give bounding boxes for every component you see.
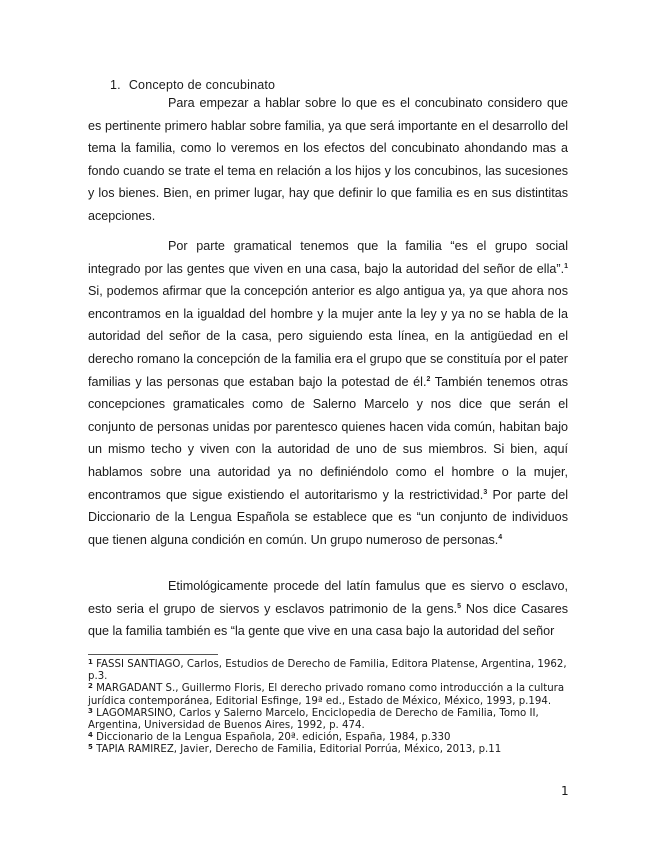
footnote-text: TAPIA RAMIREZ, Javier, Derecho de Familia, Editorial Porrúa, México, 2013, p.11 <box>96 744 502 756</box>
footnote-ref: 5 <box>457 602 462 610</box>
footnote-text: MARGADANT S., Guillermo Floris, El derecho privado romano como introducción a la cultura jurídica contemporánea, Editorial Esfinge, 19ª ed., Estado de México, México, 1993, p.194. <box>88 683 565 707</box>
footnote-marker: 2 <box>88 682 93 691</box>
footnote-divider <box>88 654 218 655</box>
footnote-marker: 1 <box>88 658 93 666</box>
footnote-2 <box>88 683 576 707</box>
footnote-5 <box>88 744 576 756</box>
section-title: Concepto de concubinato <box>128 78 276 92</box>
footnote-text: LAGOMARSINO, Carlos y Salerno Marcelo, Enciclopedia de Derecho de Familia, Tomo II, Argentina, Universidad de Buenos Aires, 1992, p. 474. <box>88 707 539 732</box>
footnote-3 <box>88 708 576 732</box>
section-heading <box>110 78 275 92</box>
page-number: 1 <box>561 784 569 798</box>
paragraph-text: Para empezar a hablar sobre lo que es el concubinato considero que es pertinente primero hablar sobre familia, ya que será importante en el desarrollo del tema la familia, como lo veremos en los efectos del concubinato ahondando mas a fondo cuando se trate el tema en relación a los hijos y los concubinos, las sucesiones y los bienes. Bien, en primer lugar, hay que definir lo que familia es en sus distintitas acepciones. <box>88 96 568 223</box>
footnote-1 <box>88 659 576 683</box>
body-paragraph-3 <box>88 575 568 643</box>
footnote-ref: 2 <box>426 375 431 383</box>
paragraph-text: Etimológicamente procede del latín famulus que es siervo o esclavo, esto seria el grupo de siervos y esclavos patrimonio de la gens. <box>88 579 568 616</box>
paragraph-text: Por parte gramatical tenemos que la familia “es el grupo social integrado por las gentes que viven en una casa, bajo la autoridad del señor de ella”. <box>88 239 568 276</box>
paragraph <box>88 575 568 643</box>
footnote-marker: 4 <box>88 731 93 740</box>
footnote-ref: 3 <box>483 488 488 496</box>
section-number: 1. <box>110 78 121 92</box>
footnote-ref: 1 <box>564 262 568 270</box>
paragraph <box>88 235 568 551</box>
footnote-ref: 4 <box>498 533 503 541</box>
body-paragraph-2 <box>88 235 568 551</box>
paragraph-text: También tenemos otras concepciones gramaticales como de Salerno Marcelo y nos dice que serán el conjunto de personas unidas por parentesco quienes hacen vida común, habitan bajo un mismo techo y viven con la autoridad de uno de sus miembros. Si bien, aquí hablamos sobre una autoridad ya no definiéndolo como el hombre o la mujer, encontramos que sigue existiendo el autoritarismo y la restrictividad. <box>88 374 569 502</box>
body-paragraph-1 <box>88 92 568 228</box>
footnotes <box>88 659 576 757</box>
footnote-marker: 5 <box>88 743 93 752</box>
footnote-marker: 3 <box>88 706 93 715</box>
paragraph-text: Nos dice Casares que la familia también es “la gente que vive en una casa bajo la autoridad del señor <box>88 601 569 639</box>
paragraph-text: Si, podemos afirmar que la concepción anterior es algo antigua ya, ya que ahora nos encontramos en la igualdad del hombre y la mujer ante la ley y ya no se habla de la autoridad del señor de la casa, pero siguiendo esta línea, en la antigüedad en el derecho romano la concepción de la familia era el grupo que se constituía por el pater familias y las personas que estaban bajo la potestad de él. <box>88 284 568 389</box>
footnote-4 <box>88 732 576 744</box>
footnote-text: Diccionario de la Lengua Española, 20ª. edición, España, 1984, p.330 <box>96 732 451 744</box>
paragraph-text: Por parte del Diccionario de la Lengua Española se establece que es “un conjunto de individuos que tienen alguna condición en común. Un grupo numeroso de personas. <box>88 487 569 547</box>
footnote-text: FASSI SANTIAGO, Carlos, Estudios de Derecho de Familia, Editora Platense, Argentina, 1962, p.3. <box>88 659 567 683</box>
paragraph <box>88 92 568 228</box>
